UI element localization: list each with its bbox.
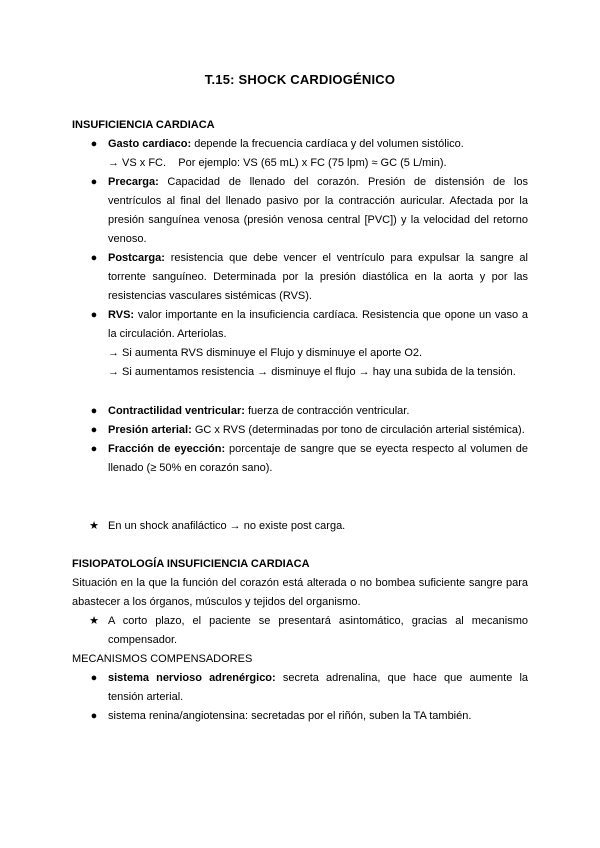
bullet-marker: ●: [90, 405, 98, 417]
sub-line: → VS x FC. Por ejemplo: VS (65 mL) x FC (75 lpm) ≈ GC (5 L/min).: [108, 157, 447, 169]
term-label: Contractilidad ventricular:: [108, 405, 245, 417]
page-title: T.15: SHOCK CARDIOGÉNICO: [204, 72, 396, 87]
star-note-text: En un shock anafiláctico → no existe post carga.: [108, 520, 346, 532]
star-icon: ★: [89, 615, 99, 627]
list-item-postcarga: [72, 249, 528, 306]
list-item-renina: [72, 707, 528, 726]
star-note: [72, 517, 528, 536]
star-note: [72, 612, 528, 650]
section1-list-2: [72, 402, 528, 478]
section-heading-fisiopatologia: FISIOPATOLOGÍA INSUFICIENCIA CARDIACA: [72, 558, 310, 570]
item-text: fuerza de contracción ventricular.: [244, 405, 410, 417]
item-text: GC x RVS (determinadas por tono de circulación arterial sistémica).: [191, 424, 525, 436]
list-item-rvs: [72, 306, 528, 382]
bullet-marker: ●: [90, 252, 98, 264]
list-item-gasto-cardiaco: [72, 135, 528, 173]
subheading-mecanismos: MECANISMOS COMPENSADORES: [72, 653, 253, 665]
item-text: Capacidad de llenado del corazón. Presión de distensión de los ventrículos al final del llenado pasivo por la contracción auricular. Afectada por la presión sanguínea venosa (presión venosa central [PVC]) y la velocidad del retorno venoso.: [108, 176, 528, 245]
item-text: resistencia que debe vencer el ventrículo para expulsar la sangre al torrente sanguíneo. Determinada por la presión diastólica en la aorta y por las resistencias vasculares sistémicas (RVS).: [108, 252, 528, 302]
bullet-marker: ●: [90, 424, 98, 436]
term-label: Gasto cardiaco:: [108, 138, 192, 150]
item-text: valor importante en la insuficiencia cardíaca. Resistencia que opone un vaso a la circulación. Arteriolas.: [108, 309, 528, 340]
item-text: depende la frecuencia cardíaca y del volumen sistólico.: [191, 138, 464, 150]
list-item-precarga: [72, 173, 528, 249]
bullet-marker: ●: [90, 138, 98, 150]
bullet-marker: ●: [90, 710, 98, 722]
term-label: RVS:: [108, 309, 135, 321]
bullet-marker: ●: [90, 309, 98, 321]
sub-line: → Si aumenta RVS disminuye el Flujo y disminuye el aporte O2.: [108, 347, 423, 359]
bullet-marker: ●: [90, 443, 98, 455]
list-item-contractilidad: [72, 402, 528, 421]
item-text: porcentaje de sangre que se eyecta respecto al volumen de llenado (≥ 50% en corazón sano).: [108, 443, 529, 474]
term-label: Fracción de eyección:: [108, 443, 226, 455]
section1-star-list: [72, 517, 528, 536]
term-label: sistema nervioso adrenérgico:: [108, 672, 276, 684]
bullet-marker: ●: [90, 176, 98, 188]
bullet-marker: ●: [90, 672, 98, 684]
list-item-sistema-nervioso: [72, 669, 528, 707]
term-label: Postcarga:: [108, 252, 165, 264]
sub-line: → Si aumentamos resistencia → disminuye el flujo → hay una subida de la tensión.: [108, 366, 516, 378]
section-heading-insuficiencia: INSUFICIENCIA CARDIACA: [72, 119, 215, 131]
star-icon: ★: [89, 520, 99, 532]
section2-intro: Situación en la que la función del corazón está alterada o no bombea suficiente sangre para abastecer a los órganos, músculos y tejidos del organismo.: [72, 577, 528, 608]
section2-list: [72, 669, 528, 726]
item-text: sistema renina/angiotensina: secretadas por el riñón, suben la TA también.: [108, 710, 472, 722]
section1-list: [72, 135, 528, 382]
list-item-fraccion-eyeccion: [72, 440, 528, 478]
section2-star-list: [72, 612, 528, 650]
list-item-presion-arterial: [72, 421, 528, 440]
item-text: secreta adrenalina, que hace que aumente la tensión arterial.: [108, 672, 529, 703]
term-label: Precarga:: [108, 176, 159, 188]
term-label: Presión arterial:: [108, 424, 192, 436]
star-note-text: A corto plazo, el paciente se presentará asintomático, gracias al mecanismo compensador.: [108, 615, 528, 646]
